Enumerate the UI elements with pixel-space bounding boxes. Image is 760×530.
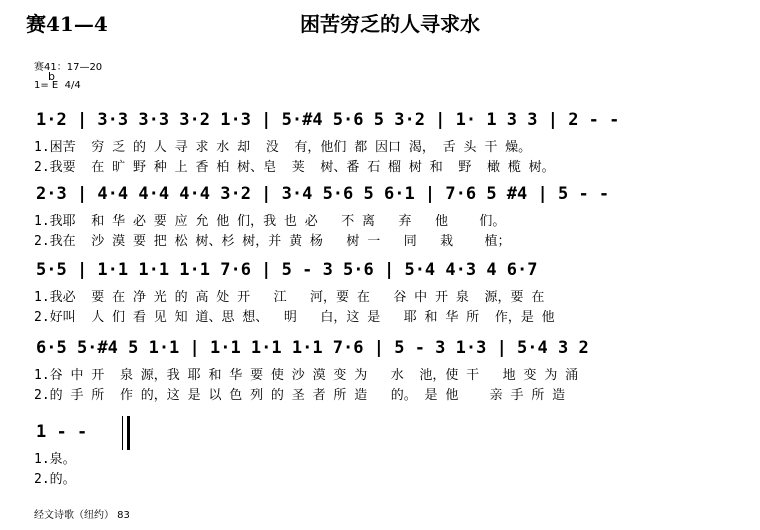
hymn-code: 赛41—4 [26, 12, 108, 36]
lyric-line-2-verse-1: 1.我耶 和 华 必 要 应 允 他 们，我 也 必 不 离 弃 他 们。 [34, 214, 506, 229]
key-signature: 1= E 4/4 [34, 80, 81, 91]
lyric-line-1-verse-2: 2.我要 在 旷 野 种 上 香 柏 树、皂 荚 树、番 石 榴 树 和 野 橄 榄 树。 [34, 160, 555, 175]
lyric-line-4-verse-2: 2.的 手 所 作 的，这 是 以 色 列 的 圣 者 所 造 的。 是 他 亲 手 所 造 [34, 388, 566, 403]
score-row-1 [0, 108, 760, 178]
flat-sign: b [48, 70, 55, 83]
hymn-title: 困苦穷乏的人寻求水 [300, 12, 480, 36]
notation-row-4: 6·5 5·#4 5 1·1 | 1·1 1·1 1·1 7·6 | 5 - 3 1·3 | 5·4 3 2 [36, 338, 589, 358]
lyric-line-3-verse-1: 1.我必 要 在 净 光 的 高 处 开 江 河，要 在 谷 中 开 泉 源，要 在 [34, 290, 545, 305]
scripture-reference: 赛41：17—20 [34, 62, 103, 73]
final-barline-thick [127, 416, 130, 450]
notation-row-5: 1 - - [36, 422, 88, 442]
notation-row-1: 1·2 | 3·3 3·3 3·2 1·3 | 5·#4 5·6 5 3·2 | 1· 1 3 3 | 2 - - [36, 110, 620, 130]
lyric-line-1-verse-1: 1.困苦 穷 乏 的 人 寻 求 水 却 没 有，他们 都 因口 渴， 舌 头 干 燥。 [34, 140, 532, 155]
notation-row-2: 2·3 | 4·4 4·4 4·4 3·2 | 3·4 5·6 5 6·1 | 7·6 5 #4 | 5 - - [36, 184, 610, 204]
lyric-line-4-verse-1: 1.谷 中 开 泉 源，我 耶 和 华 要 使 沙 漠 变 为 水 池，使 干 地 变 为 涌 [34, 368, 579, 383]
notation-row-3: 5·5 | 1·1 1·1 1·1 7·6 | 5 - 3 5·6 | 5·4 4·3 4 6·7 [36, 260, 538, 280]
score-row-3 [0, 258, 760, 328]
lyric-line-2-verse-2: 2.我在 沙 漠 要 把 松 树、杉 树，并 黄 杨 树 一 同 栽 植； [34, 234, 511, 249]
lyric-line-5-verse-2: 2.的。 [34, 472, 76, 487]
lyric-line-5-verse-1: 1.泉。 [34, 452, 76, 467]
score-row-2 [0, 182, 760, 252]
lyric-line-3-verse-2: 2.好叫 人 们 看 见 知 道、思 想、 明 白，这 是 耶 和 华 所 作，是 他 [34, 310, 555, 325]
footer-source: 经文诗歌（纽约） 83 [34, 510, 130, 521]
final-barline-thin [122, 416, 123, 450]
score-row-5 [0, 420, 760, 490]
score-row-4 [0, 336, 760, 406]
